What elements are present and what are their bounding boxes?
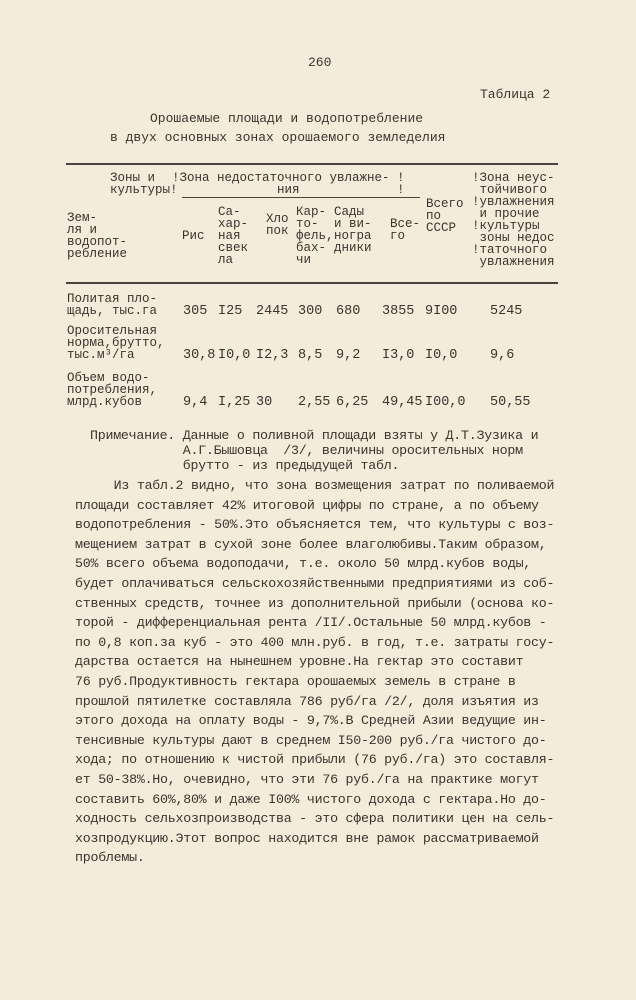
body-line: будет оплачиваться сельскохозяйственными предприятиями из соб-	[75, 576, 555, 591]
body-line: по 0,8 коп.за куб - это 400 млн.руб. в год, т.е. затраты госу-	[75, 634, 555, 650]
table-cell: 6,25	[336, 395, 369, 410]
body-line: площади составляет 42% итоговой цифры по стране, а по объему	[75, 497, 539, 513]
table-cell: 50,55	[490, 395, 531, 410]
table-cell: 9I00	[425, 304, 458, 319]
body-line: тенсивные культуры дают в среднем I50-200 руб./га чистого до-	[75, 732, 547, 748]
body-line: мещением затрат в сухой зоне более влаголюбивы.Таким образом,	[75, 536, 547, 552]
table-cell: I25	[218, 304, 243, 319]
table-cell: 300	[298, 304, 323, 319]
table-cell: 680	[336, 304, 361, 319]
table-cell: I3,0	[382, 348, 415, 363]
body-line: ственных средств, точнее из дополнительной прибыли (основа ко-	[75, 595, 555, 611]
table-cell: 3855	[382, 304, 415, 319]
header-zones-cultures: Зоны и культуры!	[110, 171, 178, 197]
table-cell: 305	[183, 304, 208, 319]
header-total-ussr: Всего по СССР	[426, 197, 464, 235]
table-cell: 8,5	[298, 348, 323, 363]
header-cotton: Хло пок	[266, 212, 289, 238]
note-line: А.Г.Бышовца /3/, величины оросительных норм	[90, 443, 523, 458]
body-line: хозпродукцию.Этот вопрос находится вне рамок рассматриваемой	[75, 830, 539, 846]
note-line: брутто - из предыдущей табл.	[90, 458, 400, 473]
header-zone-insufficient: !Зона недостаточного увлажне- ! ния !	[172, 171, 405, 197]
header-land-water: Зем- ля и водопот- ребление	[67, 211, 128, 261]
row-label: Объем водо- потребления, млрд.кубов	[67, 371, 158, 409]
table-label: Таблица 2	[480, 87, 551, 102]
note-line: Примечание. Данные о поливной площади взяты у Д.Т.Зузика и	[90, 428, 539, 443]
body-line: дарства остается на нынешнем уровне.На гектар это составит	[75, 654, 524, 670]
table-title-line-1: Орошаемые площади и водопотребление	[150, 111, 424, 126]
row-label: Оросительная норма,брутто, тыс.м³/га	[67, 324, 165, 362]
body-line: составить 60%,80% и даже I00% чистого дохода с гектара.Но до-	[75, 791, 547, 807]
table-cell: 9,2	[336, 348, 361, 363]
row-label: Политая пло- щадь, тыс.га	[67, 292, 158, 318]
table-cell: 30	[256, 395, 273, 410]
header-rice: Рис	[182, 229, 205, 243]
page-number: 260	[308, 55, 332, 70]
body-line: Из табл.2 видно, что зона возмещения затрат по поливаемой	[75, 478, 555, 493]
body-line: ет 50-38%.Но, очевидно, что эти 76 руб./га на практике могут	[75, 772, 539, 787]
table-header-rule	[66, 282, 558, 284]
table-cell: 9,6	[490, 348, 515, 363]
header-zone-unstable: !Зона неус- тойчивого !увлажнения и прочие !культуры зоны недос !таточного увлажнения	[472, 171, 555, 269]
table-cell: I00,0	[425, 395, 466, 410]
body-line: 50% всего объема водоподачи, т.е. около 50 млрд.кубов воды,	[75, 556, 532, 572]
body-line: этого дохода на оплату воды - 9,7%.В Средней Азии ведущие ин-	[75, 713, 547, 729]
table-cell: 5245	[490, 304, 523, 319]
header-subrule	[182, 197, 420, 198]
table-cell: 9,4	[183, 395, 208, 410]
header-potato: Кар- то- фель, бах- чи	[296, 205, 334, 267]
body-line: водопотребления - 50%.Это объясняется тем, что культуры с воз-	[75, 517, 555, 533]
body-line: хода; по отношению к чистой прибыли (76 руб./га) это составля-	[75, 752, 555, 768]
table-title-line-2: в двух основных зонах орошаемого земледелия	[110, 130, 446, 145]
header-total: Все- го	[390, 217, 421, 243]
body-line: торой - дифференциальная рента /II/.Остальные 50 млрд.кубов -	[75, 615, 547, 631]
body-line: проблемы.	[75, 850, 145, 866]
table-cell: 49,45	[382, 395, 423, 410]
table-cell: I,25	[218, 395, 251, 410]
header-sugar-beet: Са- хар- ная свек ла	[218, 205, 249, 267]
table-cell: 2,55	[298, 395, 331, 410]
body-line: прошлой пятилетке составляла 786 руб/га /2/, доля изъятия из	[75, 693, 539, 709]
body-line: ходность сельхозпроизводства - это сфера политики цен на сель-	[75, 811, 555, 827]
body-line: 76 руб.Продуктивность гектара орошаемых земель в стране в	[75, 674, 516, 689]
header-gardens: Сады и ви- ногра дники	[334, 205, 372, 255]
table-cell: 2445	[256, 304, 289, 319]
table-cell: 30,8	[183, 348, 216, 363]
table-cell: I0,0	[425, 348, 458, 363]
table-top-rule	[66, 163, 558, 165]
table-cell: I2,3	[256, 348, 289, 363]
table-cell: I0,0	[218, 348, 251, 363]
